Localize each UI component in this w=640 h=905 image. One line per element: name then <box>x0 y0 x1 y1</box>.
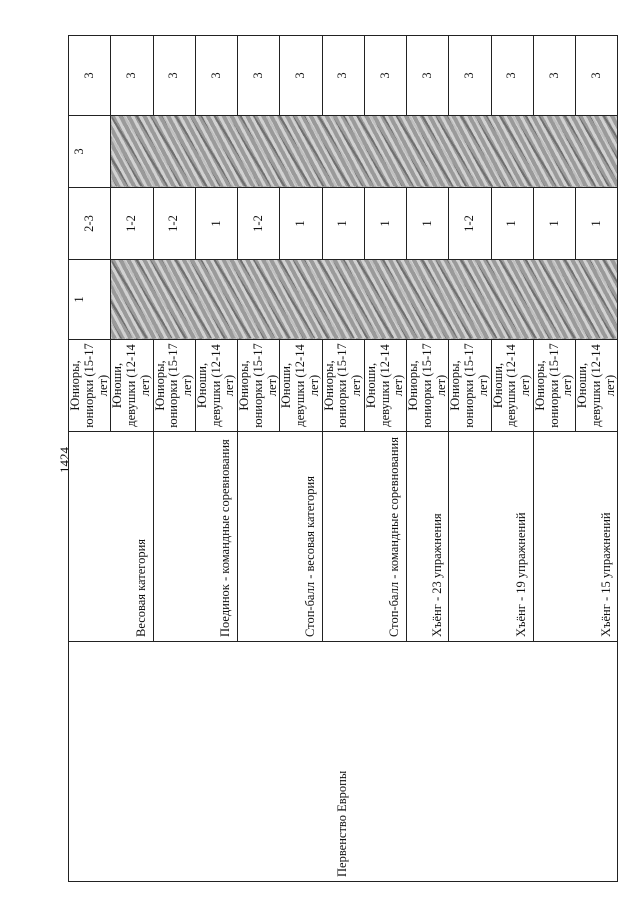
discipline-cell <box>238 432 323 642</box>
place-value: 3 <box>81 72 96 79</box>
place-value: 1 <box>208 220 223 227</box>
age-label: Юниоры, юниорки (15-17 лет) <box>68 343 110 428</box>
place-cell-col4 <box>111 36 153 116</box>
place-cell-col2 <box>195 188 237 260</box>
place-value: 1-2 <box>124 215 138 232</box>
place-value: 1 <box>419 220 434 227</box>
age-cell <box>238 340 280 432</box>
age-cell <box>111 340 153 432</box>
place-value: 3 <box>462 72 476 79</box>
place-value: 1 <box>377 220 392 227</box>
shaded-column-1 <box>111 260 618 340</box>
place-value: 3 <box>377 72 392 79</box>
age-cell <box>449 340 491 432</box>
place-cell-col2 <box>280 188 322 260</box>
age-label: Юниоры, юниорки (15-17 лет) <box>321 343 363 428</box>
place-value: 2-3 <box>81 215 96 232</box>
place-cell-col4 <box>364 36 406 116</box>
place-cell-col4 <box>449 36 491 116</box>
event-label: Первенство Европы <box>335 770 350 877</box>
age-label: Юниоры, юниорки (15-17 лет) <box>448 343 490 428</box>
age-label: Юноши, девушки (12-14 лет) <box>194 344 237 427</box>
place-cell-col2 <box>238 188 280 260</box>
age-label: Юниоры, юниорки (15-17 лет) <box>152 343 194 428</box>
place-cell-col4 <box>153 36 195 116</box>
age-cell <box>576 340 618 432</box>
age-label: Юноши, девушки (12-14 лет) <box>279 344 321 427</box>
age-cell <box>153 340 195 432</box>
age-label: Юноши, девушки (12-14 лет) <box>575 344 617 427</box>
place-value: 3 <box>293 72 307 79</box>
age-cell <box>491 340 533 432</box>
place-value: 3 <box>335 72 350 79</box>
results-table <box>68 35 618 882</box>
place-value: 1 <box>588 220 603 227</box>
discipline-label: Хъёнг - 15 упражнений <box>598 512 613 637</box>
page-number-text: 1424 <box>57 447 72 473</box>
place-cell-col2 <box>153 188 195 260</box>
age-label: Юноши, девушки (12-14 лет) <box>490 344 532 427</box>
age-label: Юниоры, юниорки (15-17 лет) <box>406 343 448 428</box>
age-cell <box>280 340 322 432</box>
place-cell-col4 <box>491 36 533 116</box>
place-cell-col4 <box>322 36 364 116</box>
discipline-cell <box>69 432 154 642</box>
age-label: Юноши, девушки (12-14 лет) <box>110 344 152 427</box>
place-cell-col2 <box>491 188 533 260</box>
age-cell <box>364 340 406 432</box>
place-value: 3 <box>166 72 181 79</box>
event-cell <box>69 642 618 882</box>
place-value: 1 <box>293 220 307 227</box>
place-cell-col4 <box>238 36 280 116</box>
discipline-label: Стоп-балл - весовая категория <box>302 476 317 637</box>
discipline-label: Хъёнг - 23 упражнения <box>429 513 444 637</box>
place-value: 1-2 <box>250 215 265 232</box>
place-cell-col2 <box>533 188 575 260</box>
table-landscape <box>68 36 617 882</box>
place-value: 3 <box>250 72 265 79</box>
discipline-cell <box>322 432 407 642</box>
place-cell-col2 <box>407 188 449 260</box>
place-cell-col2 <box>322 188 364 260</box>
discipline-label: Хъёнг - 19 упражнений <box>514 512 528 637</box>
table-row <box>69 36 111 882</box>
place-value: 3 <box>72 148 86 155</box>
place-value: 1-2 <box>166 215 181 232</box>
place-cell-col4 <box>576 36 618 116</box>
place-value: 1 <box>335 220 350 227</box>
place-cell-col2 <box>111 188 153 260</box>
place-cell-col4 <box>533 36 575 116</box>
discipline-label: Поединок - командные соревнования <box>218 439 233 637</box>
shaded-column-3 <box>111 116 618 188</box>
place-cell-col4 <box>407 36 449 116</box>
place-cell-col4 <box>280 36 322 116</box>
place-cell-col4 <box>195 36 237 116</box>
place-cell-col2 <box>69 188 111 260</box>
discipline-cell <box>449 432 534 642</box>
place-cell-col3 <box>69 116 111 188</box>
place-value: 1 <box>504 220 519 227</box>
place-cell-col4 <box>69 36 111 116</box>
place-cell-col1 <box>69 260 111 340</box>
place-value: 3 <box>419 72 434 79</box>
place-value: 3 <box>546 72 561 79</box>
age-label: Юноши, девушки (12-14 лет) <box>363 344 406 427</box>
age-cell <box>69 340 111 432</box>
place-value: 3 <box>504 72 519 79</box>
place-value: 1 <box>546 220 561 227</box>
place-value: 3 <box>124 72 138 79</box>
place-cell-col2 <box>576 188 618 260</box>
place-cell-col2 <box>364 188 406 260</box>
age-label: Юниоры, юниорки (15-17 лет) <box>237 343 279 428</box>
age-cell <box>195 340 237 432</box>
discipline-cell <box>533 432 618 642</box>
age-cell <box>322 340 364 432</box>
place-cell-col2 <box>449 188 491 260</box>
discipline-label: Стоп-балл - командные соревнования <box>387 437 402 637</box>
place-value: 3 <box>208 72 223 79</box>
place-value: 1 <box>72 296 86 303</box>
place-value: 3 <box>588 72 603 79</box>
age-cell <box>533 340 575 432</box>
discipline-cell <box>407 432 449 642</box>
age-label: Юниоры, юниорки (15-17 лет) <box>532 343 575 428</box>
discipline-label: Весовая категория <box>133 538 148 637</box>
age-cell <box>407 340 449 432</box>
rotated-table-frame <box>68 36 617 882</box>
discipline-cell <box>153 432 238 642</box>
place-value: 1-2 <box>462 215 476 232</box>
